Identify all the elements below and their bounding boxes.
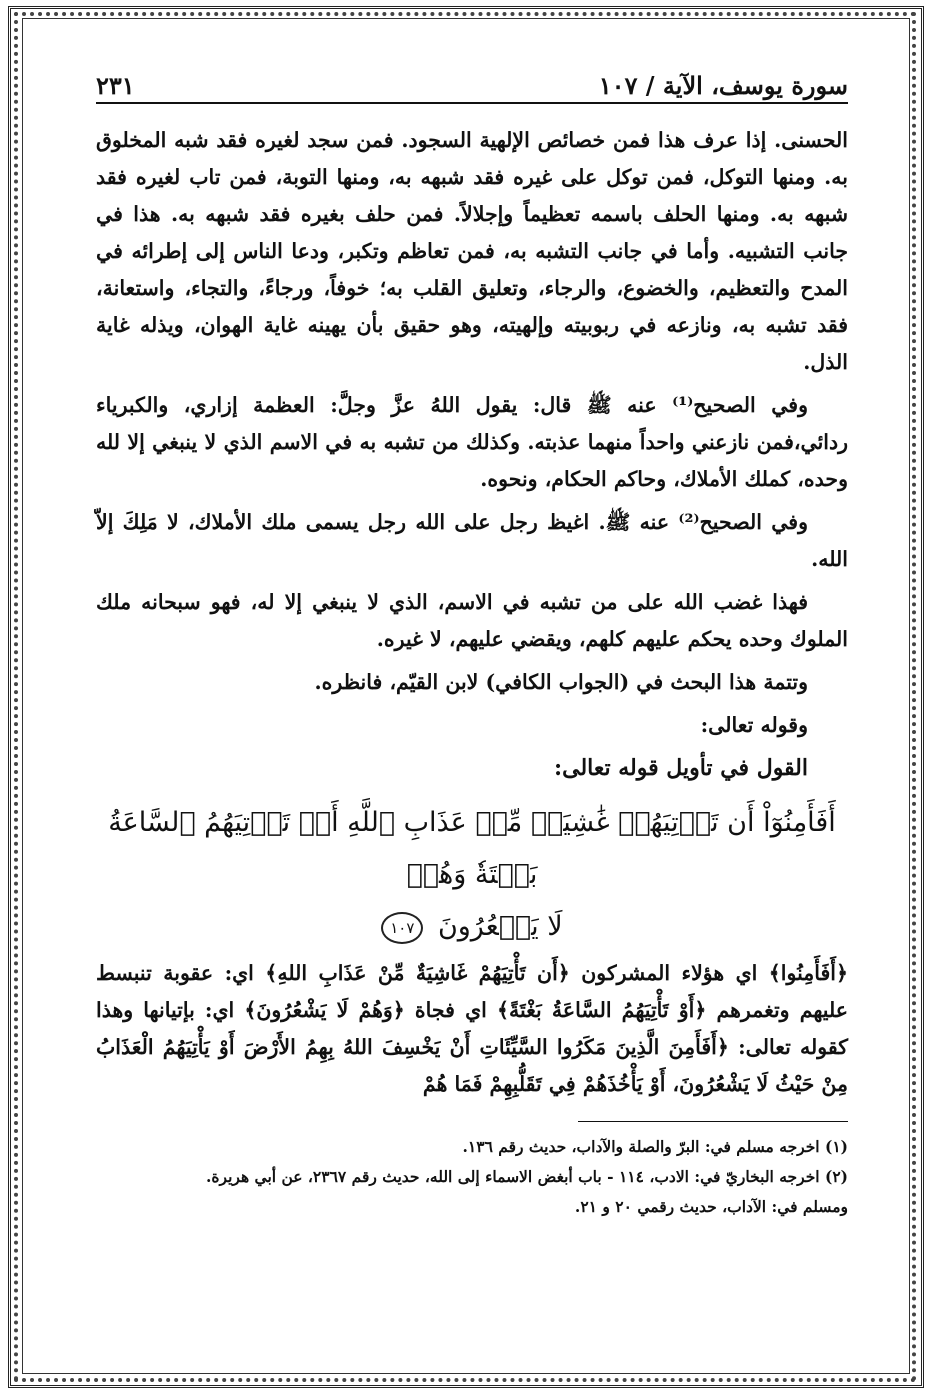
paragraph-2: وفي الصحيح⁽¹⁾ عنه ﷺ قال: يقول اللهُ عزَّ وجلَّ: العظمة إزاري، والكبرياء ردائي،فمن نازعني واحداً منهما عذبته. وكذلك من تشبه به في الاسم الذي لا ينبغي إلا لله وحده، كملك الأملاك، وحاكم الحكام، ونحوه. xyxy=(96,393,848,491)
running-head xyxy=(96,60,848,100)
paragraph-1: الحسنى. إذا عرف هذا فمن خصائص الإلهية السجود. فمن سجد لغيره فقد شبه المخلوق به. ومنها التوكل، فمن توكل على غيره فقد شبهه به، ومنها التوبة، فمن تاب لغيره فقد شبهه به. ومنها الحلف باسمه تعظيماً وإجلالاً. فمن حلف بغيره فقد شبهه به. هذا في جانب التشبيه. وأما في جانب التشبه به، فمن تعاظم وتكبر، ودعا الناس إلى إطرائه في المدح والتعظيم، والخضوع، والرجاء، وتعليق القلب به؛ خوفاً، ورجاءً، والتجاء، واستعانة، فقد تشبه به، ونازعه في ربوبيته وإلهيته، وهو حقيق بأن يهينه غاية الهوان، ويذله غاية الذل. xyxy=(96,128,848,374)
header-rule xyxy=(96,102,848,104)
surah-title: سورة يوسف، الآية / ١٠٧ xyxy=(598,71,848,100)
paragraph-3: وفي الصحيح⁽²⁾ عنه ﷺ. اغيظ رجل على الله رجل يسمى ملك الأملاك، لا مَلِكَ إلاّ الله. xyxy=(96,510,848,571)
quran-verse xyxy=(96,797,848,953)
verse-line-2: لَا يَشۡعُرُونَ xyxy=(437,911,563,942)
verse-line-2-wrap xyxy=(96,901,848,953)
tafsir-paragraph: ﴿أَفَأَمِنُوا﴾ اي هؤلاء المشركون ﴿أَن تَأْتِيَهُمْ غَاشِيَةٌ مِّنْ عَذَابِ اللهِ﴾ اي: عقوبة تنبسط عليهم وتغمرهم ﴿أَوْ تَأْتِيَهُمُ السَّاعَةُ بَغْتَةً﴾ اي فجاة ﴿وَهُمْ لَا يَشْعُرُونَ﴾ اي: بإتيانها وهذا كقوله تعالى: ﴿أَفَأَمِنَ الَّذِينَ مَكَرُوا السَّيِّئَاتِ أَنْ يَخْسِفَ اللهُ بِهِمُ الأَرْضَ أَوْ يَأْتِيَهُمُ الْعَذَابُ مِنْ حَيْثُ لَا يَشْعُرُونَ، أَوْ يَأْخُذَهُمْ فِي تَقَلُّبِهِمْ فَمَا هُمْ xyxy=(96,961,848,1096)
ayah-number-mark: ١٠٧ xyxy=(381,912,423,944)
paragraph-6: وقوله تعالى: xyxy=(700,713,808,737)
body-text xyxy=(96,122,848,1103)
page-number: ٢٣١ xyxy=(96,71,135,100)
paragraph-4: فهذا غضب الله على من تشبه في الاسم، الذي لا ينبغي إلا له، فهو سبحانه ملك الملوك وحده يحكم عليهم كلهم، ويقضي عليهم، لا غيره. xyxy=(96,590,848,651)
page-content xyxy=(96,60,848,1360)
footnote-2: (٢) اخرجه البخاريّ في: الادب، ١١٤ - باب أبغض الاسماء إلى الله، حديث رقم ٢٣٦٧، عن أبي هريرة. xyxy=(206,1167,848,1186)
verse-line-1: أَفَأَمِنُوٓاْ أَن تَأۡتِيَهُمۡ غَٰشِيَةٞ مِّنۡ عَذَابِ ٱللَّهِ أَوۡ تَأۡتِيَهُمُ ٱلسَّاعَةُ بَغۡتَةٗ وَهُمۡ xyxy=(108,807,836,890)
footnote-1: (١) اخرجه مسلم في: البرّ والصلة والآداب، حديث رقم ١٣٦. xyxy=(462,1137,848,1156)
footnote-rule xyxy=(578,1121,848,1122)
section-heading: القول في تأويل قوله تعالى: xyxy=(554,755,808,781)
footnotes xyxy=(96,1132,848,1222)
paragraph-5: وتتمة هذا البحث في (الجواب الكافي) لابن القيّم، فانظره. xyxy=(314,670,808,694)
footnote-2-continued: ومسلم في: الآداب، حديث رقمي ٢٠ و ٢١. xyxy=(574,1197,848,1216)
